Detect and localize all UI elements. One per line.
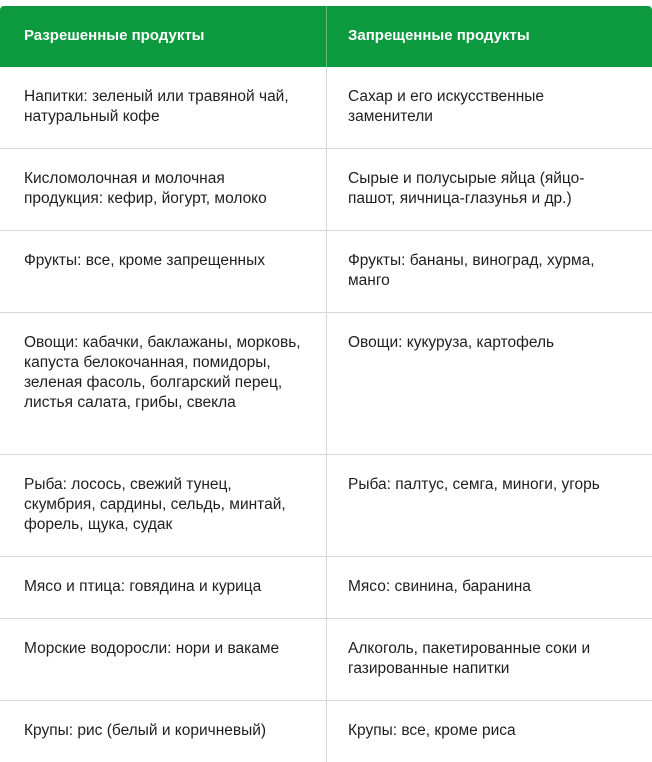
table-row bbox=[0, 313, 652, 455]
table-row bbox=[0, 455, 652, 557]
forbidden-cell: Овощи: кукуруза, картофель bbox=[348, 334, 555, 351]
allowed-cell: Морские водоросли: нори и вакаме bbox=[0, 619, 327, 700]
forbidden-cell: Крупы: все, кроме риса bbox=[348, 722, 516, 739]
forbidden-cell: Алкоголь, пакетированные соки и газированные напитки bbox=[348, 640, 591, 677]
allowed-cell: Фрукты: все, кроме запрещенных bbox=[0, 231, 327, 312]
food-table bbox=[0, 6, 652, 762]
header-allowed: Разрешенные продукты bbox=[0, 6, 327, 67]
forbidden-cell: Рыба: палтус, семга, миноги, угорь bbox=[348, 476, 600, 493]
allowed-cell: Крупы: рис (белый и коричневый) bbox=[0, 701, 327, 762]
table-row bbox=[0, 231, 652, 313]
table-header bbox=[0, 6, 652, 67]
forbidden-cell: Сахар и его искусственные заменители bbox=[348, 88, 545, 125]
allowed-cell: Напитки: зеленый или травяной чай, натуральный кофе bbox=[0, 67, 327, 148]
table-row bbox=[0, 557, 652, 619]
forbidden-cell: Сырые и полусырые яйца (яйцо-пашот, яичница-глазунья и др.) bbox=[348, 170, 585, 207]
table-row bbox=[0, 67, 652, 149]
allowed-cell: Овощи: кабачки, баклажаны, морковь, капуста белокочанная, помидоры, зеленая фасоль, болгарский перец, листья салата, грибы, свекла bbox=[0, 313, 327, 454]
table-row bbox=[0, 701, 652, 762]
table-row bbox=[0, 619, 652, 701]
header-forbidden: Запрещенные продукты bbox=[348, 27, 530, 44]
allowed-cell: Рыба: лосось, свежий тунец, скумбрия, сардины, сельдь, минтай, форель, щука, судак bbox=[0, 455, 327, 556]
forbidden-cell: Фрукты: бананы, виноград, хурма, манго bbox=[348, 252, 595, 289]
forbidden-cell: Мясо: свинина, баранина bbox=[348, 578, 531, 595]
table-row bbox=[0, 149, 652, 231]
allowed-cell: Кисломолочная и молочная продукция: кефир, йогурт, молоко bbox=[0, 149, 327, 230]
allowed-cell: Мясо и птица: говядина и курица bbox=[0, 557, 327, 618]
